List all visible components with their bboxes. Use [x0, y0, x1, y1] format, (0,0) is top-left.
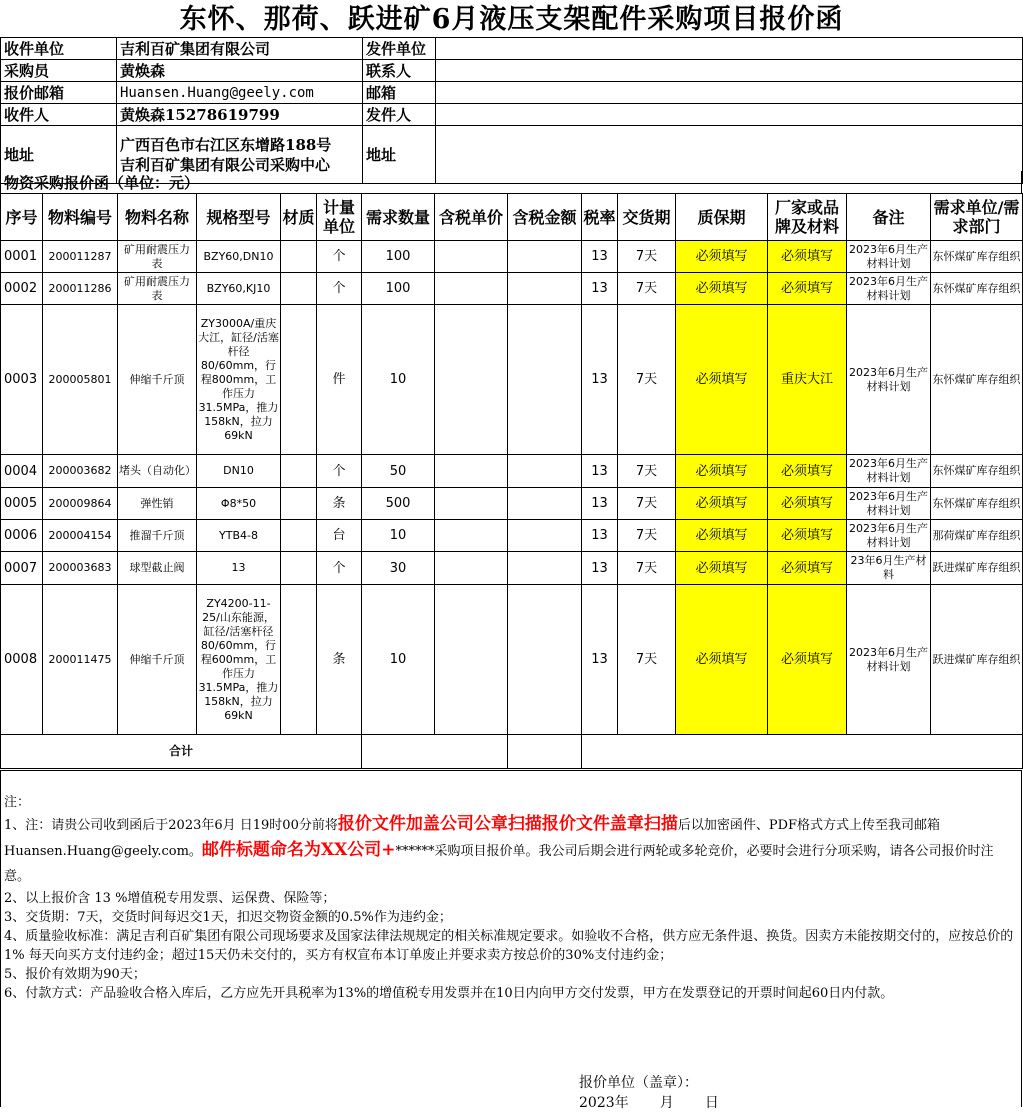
cell-amount[interactable]	[508, 488, 582, 520]
cell-no: 0001	[1, 241, 43, 273]
cell-delivery: 7天	[618, 585, 676, 735]
cell-brand[interactable]: 必须填写	[768, 520, 847, 552]
total-label: 合计	[1, 735, 362, 769]
cell-qty: 500	[362, 488, 435, 520]
note-1-text-a: 1、注：请贵公司收到函后于2023年6月 日19时00分前将	[4, 818, 338, 833]
cell-name: 推溜千斤顶	[118, 520, 197, 552]
cell-no: 0005	[1, 488, 43, 520]
cell-spec: 13	[197, 552, 281, 585]
cell-price[interactable]	[435, 488, 508, 520]
cell-price[interactable]	[435, 241, 508, 273]
section-title: 物资采购报价函（单位：元）	[0, 171, 1022, 193]
cell-tax: 13	[582, 585, 618, 735]
contact-label: 联系人	[363, 60, 436, 82]
cell-warranty[interactable]: 必须填写	[676, 305, 768, 455]
cell-material[interactable]	[281, 520, 317, 552]
cell-name: 伸缩千斤顶	[118, 305, 197, 455]
cell-remark: 2023年6月生产材料计划	[847, 241, 931, 273]
cell-price[interactable]	[435, 585, 508, 735]
sender-label: 发件人	[363, 104, 436, 126]
cell-brand[interactable]: 必须填写	[768, 585, 847, 735]
cell-qty: 30	[362, 552, 435, 585]
cell-name: 矿用耐震压力表	[118, 273, 197, 305]
col-remark: 备注	[847, 194, 931, 241]
note-3: 3、交货期：7天，交货时间每迟交1天，扣迟交物资金额的0.5%作为违约金；	[4, 910, 452, 925]
cell-material[interactable]	[281, 552, 317, 585]
page-title: 东怀、那荷、跃进矿6月液压支架配件采购项目报价函	[179, 4, 844, 35]
cell-delivery: 7天	[618, 488, 676, 520]
cell-brand[interactable]: 重庆大江	[768, 305, 847, 455]
table-row	[1, 552, 1023, 585]
cell-material[interactable]	[281, 585, 317, 735]
cell-qty: 10	[362, 585, 435, 735]
email-value: Huansen.Huang@geely.com	[117, 82, 363, 104]
address-line-1: 广西百色市右江区东增路188号	[120, 135, 332, 154]
cell-name: 堵头（自动化）	[118, 455, 197, 488]
cell-warranty[interactable]: 必须填写	[676, 520, 768, 552]
cell-remark: 23年6月生产材料	[847, 552, 931, 585]
col-material: 材质	[281, 194, 317, 241]
cell-price[interactable]	[435, 455, 508, 488]
cell-code: 200005801	[43, 305, 118, 455]
cell-tax: 13	[582, 455, 618, 488]
cell-delivery: 7天	[618, 455, 676, 488]
cell-material[interactable]	[281, 241, 317, 273]
note-1-highlight-b: 邮件标题命名为XX公司+	[201, 840, 396, 860]
cell-dept: 跃进煤矿库存组织	[931, 585, 1023, 735]
cell-warranty[interactable]: 必须填写	[676, 585, 768, 735]
table-row	[1, 305, 1023, 455]
cell-amount[interactable]	[508, 455, 582, 488]
cell-code: 200011475	[43, 585, 118, 735]
cell-code: 200004154	[43, 520, 118, 552]
cell-tax: 13	[582, 305, 618, 455]
sender-unit-value[interactable]	[436, 38, 1023, 60]
table-row	[1, 585, 1023, 735]
cell-tax: 13	[582, 241, 618, 273]
sender-address-label: 地址	[363, 126, 436, 184]
cell-unit: 个	[317, 241, 362, 273]
cell-price[interactable]	[435, 552, 508, 585]
cell-qty: 100	[362, 241, 435, 273]
cell-no: 0002	[1, 273, 43, 305]
mailbox-value[interactable]	[436, 82, 1023, 104]
col-unit: 计量单位	[317, 194, 362, 241]
cell-warranty[interactable]: 必须填写	[676, 241, 768, 273]
cell-material[interactable]	[281, 455, 317, 488]
col-brand: 厂家或品牌及材料	[768, 194, 847, 241]
buyer-value: 黄焕森	[117, 60, 363, 82]
cell-no: 0008	[1, 585, 43, 735]
cell-dept: 东怀煤矿库存组织	[931, 241, 1023, 273]
recipient-label: 收件人	[1, 104, 117, 126]
col-warranty: 质保期	[676, 194, 768, 241]
receiver-unit-value: 吉利百矿集团有限公司	[117, 38, 363, 60]
table-row	[1, 520, 1023, 552]
cell-remark: 2023年6月生产材料计划	[847, 305, 931, 455]
table-row	[1, 488, 1023, 520]
cell-unit: 件	[317, 305, 362, 455]
cell-tax: 13	[582, 488, 618, 520]
cell-name: 弹性销	[118, 488, 197, 520]
cell-warranty[interactable]: 必须填写	[676, 273, 768, 305]
cell-name: 球型截止阀	[118, 552, 197, 585]
col-amount: 含税金额	[508, 194, 582, 241]
buyer-label: 采购员	[1, 60, 117, 82]
cell-spec: ZY3000A/重庆大江，缸径/活塞杆径80/60mm，行程800mm，工作压力31.5MPa，推力158kN，拉力69kN	[197, 305, 281, 455]
cell-warranty[interactable]: 必须填写	[676, 552, 768, 585]
contact-value[interactable]	[436, 60, 1023, 82]
cell-dept: 东怀煤矿库存组织	[931, 273, 1023, 305]
note-1-text-b: 后以加密函件、PDF格式方式上传至我司邮箱Huansen.Huang@geely.com。	[4, 818, 941, 859]
cell-remark: 2023年6月生产材料计划	[847, 488, 931, 520]
cell-dept: 跃进煤矿库存组织	[931, 552, 1023, 585]
cell-delivery: 7天	[618, 241, 676, 273]
col-name: 物料名称	[118, 194, 197, 241]
col-qty: 需求数量	[362, 194, 435, 241]
cell-delivery: 7天	[618, 273, 676, 305]
cell-code: 200003683	[43, 552, 118, 585]
col-no: 序号	[1, 194, 43, 241]
cell-amount[interactable]	[508, 241, 582, 273]
cell-unit: 条	[317, 585, 362, 735]
cell-delivery: 7天	[618, 552, 676, 585]
cell-brand[interactable]: 必须填写	[768, 241, 847, 273]
cell-remark: 2023年6月生产材料计划	[847, 273, 931, 305]
cell-dept: 东怀煤矿库存组织	[931, 455, 1023, 488]
cell-dept: 东怀煤矿库存组织	[931, 488, 1023, 520]
note-2: 2、以上报价含 13 %增值税专用发票、运保费、保险等；	[4, 891, 336, 906]
cell-unit: 个	[317, 273, 362, 305]
total-qty-cell	[362, 735, 508, 769]
cell-qty: 10	[362, 305, 435, 455]
cell-dept: 那荷煤矿库存组织	[931, 520, 1023, 552]
address-line-2: 吉利百矿集团有限公司采购中心	[120, 155, 331, 174]
col-spec: 规格型号	[197, 194, 281, 241]
cell-code: 200003682	[43, 455, 118, 488]
note-6: 6、付款方式：产品验收合格入库后，乙方应先开具税率为13%的增值税专用发票并在10日内向甲方交付发票，甲方在发票登记的开票时间起60日内付款。	[4, 986, 894, 1001]
recipient-value: 黄焕森15278619799	[117, 104, 363, 126]
cell-spec: Φ8*50	[197, 488, 281, 520]
table-row	[1, 455, 1023, 488]
cell-name: 矿用耐震压力表	[118, 241, 197, 273]
notes-section	[0, 770, 1022, 1107]
table-row	[1, 273, 1023, 305]
cell-qty: 10	[362, 520, 435, 552]
col-price: 含税单价	[435, 194, 508, 241]
cell-price[interactable]	[435, 305, 508, 455]
cell-brand[interactable]: 必须填写	[768, 552, 847, 585]
total-row	[1, 735, 1023, 769]
total-amount-cell[interactable]	[508, 735, 582, 769]
cell-no: 0003	[1, 305, 43, 455]
cell-warranty[interactable]: 必须填写	[676, 455, 768, 488]
cell-material[interactable]	[281, 273, 317, 305]
cell-spec: YTB4-8	[197, 520, 281, 552]
receiver-unit-label: 收件单位	[1, 38, 117, 60]
cell-tax: 13	[582, 273, 618, 305]
notes-heading: 注：	[4, 795, 31, 810]
note-4: 4、质量验收标准：满足吉利百矿集团有限公司现场要求及国家法律法规规定的相关标准规定要求。如验收不合格，供方应无条件退、换货。因卖方未能按期交付的，应按总价的1% 每天向买方支付违约金；超过15天仍未交付的，买方有权宣布本订单废止并要求卖方按总价的30%支付违约金；	[4, 929, 1014, 963]
email-label: 报价邮箱	[1, 82, 117, 104]
cell-unit: 个	[317, 552, 362, 585]
total-blank-cell	[582, 735, 1023, 769]
cell-qty: 100	[362, 273, 435, 305]
cell-amount[interactable]	[508, 552, 582, 585]
quotation-items-table	[0, 193, 1023, 769]
note-1-text-c: ******采购项目报价单。我公司后期会进行两轮或多轮竞价，必要时会进行分项采购，请各公司报价时注意。	[4, 844, 994, 884]
cell-amount[interactable]	[508, 585, 582, 735]
col-code: 物料编号	[43, 194, 118, 241]
cell-code: 200011286	[43, 273, 118, 305]
cell-amount[interactable]	[508, 305, 582, 455]
signature-date: 2023年 月 日	[579, 1095, 719, 1111]
table-row	[1, 241, 1023, 273]
cell-delivery: 7天	[618, 520, 676, 552]
cell-unit: 个	[317, 455, 362, 488]
signature-block	[579, 1073, 719, 1113]
cell-material[interactable]	[281, 305, 317, 455]
sender-value[interactable]	[436, 104, 1023, 126]
cell-tax: 13	[582, 520, 618, 552]
cell-material[interactable]	[281, 488, 317, 520]
cell-warranty[interactable]: 必须填写	[676, 488, 768, 520]
cell-name: 伸缩千斤顶	[118, 585, 197, 735]
cell-qty: 50	[362, 455, 435, 488]
cell-remark: 2023年6月生产材料计划	[847, 455, 931, 488]
cell-brand[interactable]: 必须填写	[768, 455, 847, 488]
cell-price[interactable]	[435, 273, 508, 305]
table-header-row	[1, 194, 1023, 241]
col-tax: 税率	[582, 194, 618, 241]
cell-no: 0007	[1, 552, 43, 585]
cell-delivery: 7天	[618, 305, 676, 455]
cell-dept: 东怀煤矿库存组织	[931, 305, 1023, 455]
col-delivery: 交货期	[618, 194, 676, 241]
cell-no: 0006	[1, 520, 43, 552]
note-1	[4, 812, 1018, 889]
cell-spec: DN10	[197, 455, 281, 488]
sender-unit-label: 发件单位	[363, 38, 436, 60]
note-5: 5、报价有效期为90天；	[4, 967, 146, 982]
cell-unit: 条	[317, 488, 362, 520]
address-label: 地址	[1, 126, 117, 184]
cell-brand[interactable]: 必须填写	[768, 488, 847, 520]
cell-brand[interactable]: 必须填写	[768, 273, 847, 305]
cell-no: 0004	[1, 455, 43, 488]
cell-price[interactable]	[435, 520, 508, 552]
signature-unit: 报价单位（盖章）：	[579, 1075, 698, 1091]
mailbox-label: 邮箱	[363, 82, 436, 104]
cell-amount[interactable]	[508, 273, 582, 305]
cell-remark: 2023年6月生产材料计划	[847, 585, 931, 735]
cell-code: 200009864	[43, 488, 118, 520]
cell-unit: 台	[317, 520, 362, 552]
cell-tax: 13	[582, 552, 618, 585]
cell-spec: BZY60,DN10	[197, 241, 281, 273]
header-info-table	[0, 37, 1023, 184]
col-dept: 需求单位/需求部门	[931, 194, 1023, 241]
cell-remark: 2023年6月生产材料计划	[847, 520, 931, 552]
cell-amount[interactable]	[508, 520, 582, 552]
cell-spec: ZY4200-11-25/山东能源，缸径/活塞杆径80/60mm，行程600mm，工作压力31.5MPa，推力158kN，拉力69kN	[197, 585, 281, 735]
cell-spec: BZY60,KJ10	[197, 273, 281, 305]
note-1-highlight-a: 报价文件加盖公司公章扫描报价文件盖章扫描	[337, 814, 678, 834]
cell-code: 200011287	[43, 241, 118, 273]
